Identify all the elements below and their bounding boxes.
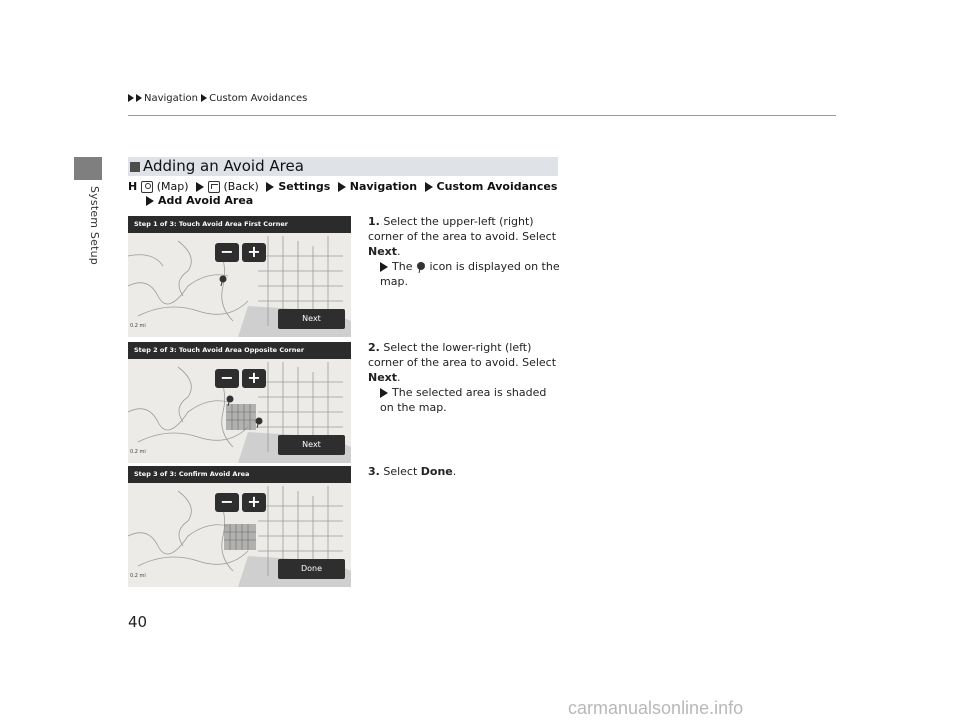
page-number: 40 xyxy=(128,613,148,631)
breadcrumb-custom-avoidances: Custom Avoidances xyxy=(209,93,308,104)
substep-text-a: The xyxy=(392,260,416,273)
header-divider xyxy=(128,115,836,116)
arrow-icon xyxy=(380,388,388,398)
next-button[interactable]: Next xyxy=(278,309,345,329)
substep-text: The selected area is shaded on the map. xyxy=(380,386,547,414)
map-scale: 0.2 mi xyxy=(130,449,146,455)
screen-step-3 xyxy=(128,466,351,587)
step-end: . xyxy=(452,465,457,478)
map-scale: 0.2 mi xyxy=(130,573,146,579)
done-button[interactable]: Done xyxy=(278,559,345,579)
next-button[interactable]: Next xyxy=(278,435,345,455)
screen-title: Step 2 of 3: Touch Avoid Area Opposite Corner xyxy=(134,346,305,354)
zoom-out-button[interactable]: − xyxy=(215,369,239,388)
step-number: 3. xyxy=(368,465,380,478)
step-number: 1. xyxy=(368,215,380,228)
screen-step-1 xyxy=(128,216,351,337)
step-1 xyxy=(368,214,563,289)
breadcrumb xyxy=(128,93,307,104)
path-navigation: Navigation xyxy=(349,180,418,193)
pin-icon xyxy=(254,416,264,428)
step-bold: Next xyxy=(368,245,398,258)
arrow-icon xyxy=(196,182,204,192)
back-button-icon xyxy=(208,181,220,193)
breadcrumb-navigation: Navigation xyxy=(144,93,198,104)
zoom-out-button[interactable]: − xyxy=(215,493,239,512)
zoom-in-button[interactable]: + xyxy=(242,243,266,262)
arrow-icon xyxy=(146,196,154,206)
section-square-icon xyxy=(130,162,140,172)
menu-path xyxy=(128,180,568,208)
back-label: (Back) xyxy=(223,180,259,193)
pin-icon xyxy=(218,274,228,286)
pin-icon xyxy=(225,394,235,406)
substep-text-b: icon is displayed on the map. xyxy=(380,260,560,288)
path-add-avoid-area: Add Avoid Area xyxy=(158,194,254,207)
arrow-icon xyxy=(136,94,142,102)
step-number: 2. xyxy=(368,341,380,354)
arrow-icon xyxy=(425,182,433,192)
step-3 xyxy=(368,464,563,479)
arrow-icon xyxy=(266,182,274,192)
map-label: (Map) xyxy=(156,180,189,193)
screen-step-2 xyxy=(128,342,351,463)
avoid-area-shade xyxy=(224,524,256,550)
path-settings: Settings xyxy=(278,180,331,193)
arrow-icon xyxy=(128,94,134,102)
watermark: carmanualsonline.info xyxy=(568,698,744,718)
step-substep xyxy=(368,259,563,289)
arrow-icon xyxy=(338,182,346,192)
step-end: . xyxy=(397,371,401,384)
arrow-icon xyxy=(201,94,207,102)
step-bold: Next xyxy=(368,371,398,384)
map-scale: 0.2 mi xyxy=(130,323,146,329)
zoom-out-button[interactable]: − xyxy=(215,243,239,262)
zoom-in-button[interactable]: + xyxy=(242,493,266,512)
step-text: Select xyxy=(383,465,421,478)
screen-title: Step 3 of 3: Confirm Avoid Area xyxy=(134,470,250,478)
chapter-tab xyxy=(74,157,102,180)
zoom-in-button[interactable]: + xyxy=(242,369,266,388)
step-text: Select the upper-left (right) corner of the area to avoid. Select xyxy=(368,215,557,243)
path-custom-avoidances: Custom Avoidances xyxy=(436,180,558,193)
step-end: . xyxy=(397,245,401,258)
chapter-label: System Setup xyxy=(88,186,101,265)
section-title: Adding an Avoid Area xyxy=(143,157,304,175)
step-bold: Done xyxy=(420,465,453,478)
avoid-area-shade xyxy=(226,404,256,430)
arrow-icon xyxy=(380,262,388,272)
map-button-icon xyxy=(141,181,153,193)
home-icon: H xyxy=(128,180,138,193)
step-text: Select the lower-right (left) corner of the area to avoid. Select xyxy=(368,341,557,369)
pin-icon xyxy=(416,261,426,273)
step-2 xyxy=(368,340,563,415)
screen-title: Step 1 of 3: Touch Avoid Area First Corner xyxy=(134,220,288,228)
step-substep xyxy=(368,385,563,415)
